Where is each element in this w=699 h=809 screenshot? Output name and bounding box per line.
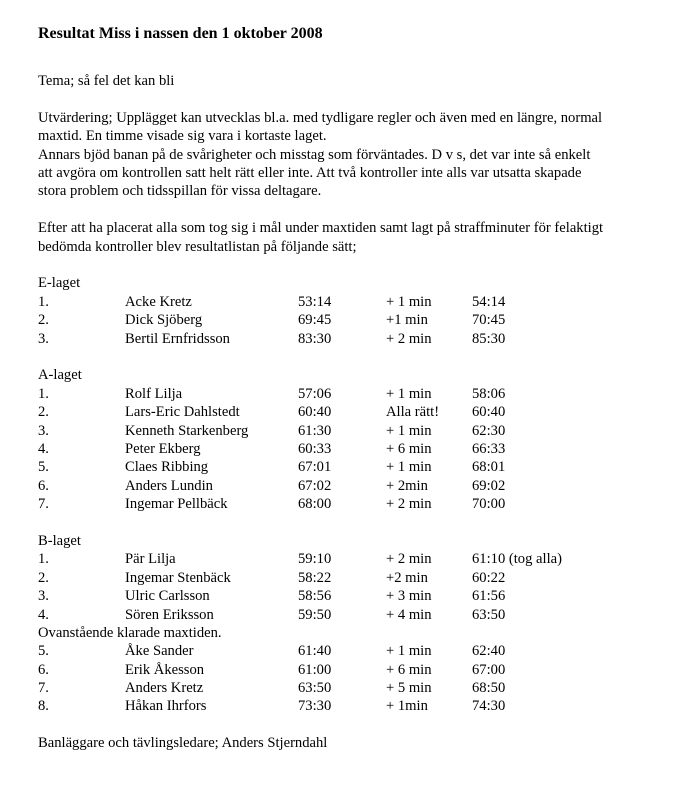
result-row [38,311,668,329]
place: 7. [38,496,49,513]
team-heading: B-laget [38,532,81,549]
participant-name: Ulric Carlsson [125,588,210,605]
result-row [38,477,668,495]
result-row [38,495,668,513]
result-row [38,330,668,348]
total-time: 62:30 [472,422,506,439]
total-time: 61:10 (tog alla) [472,551,562,568]
place: 2. [38,312,49,329]
total-time: 60:22 [472,569,506,586]
total-time: 63:50 [472,606,506,623]
penalty: + 3 min [386,588,432,605]
total-time: 66:33 [472,440,506,457]
place: 3. [38,588,49,605]
run-time: 61:30 [298,422,332,439]
result-row [38,679,668,697]
place: 4. [38,440,49,457]
intro-paragraph [38,219,668,256]
intro-line: Efter att ha placerat alla som tog sig i mål under maxtiden samt lagt på straffminuter för felaktigt [38,220,604,237]
spacer [38,256,668,274]
total-time: 68:01 [472,459,506,476]
results-a-laget [38,366,668,513]
total-time: 70:00 [472,496,506,513]
evaluation-line: maxtid. En timme visade sig vara i kortaste laget. [38,128,327,145]
result-row [38,440,668,458]
evaluation-line: Utvärdering; Upplägget kan utvecklas bl.a. med tydligare regler och även med en längre, normal [38,109,603,126]
spacer [38,90,668,108]
place: 7. [38,680,49,697]
run-time: 59:50 [298,606,332,623]
place: 3. [38,422,49,439]
penalty: + 2 min [386,551,432,568]
place: 6. [38,477,49,494]
run-time: 59:10 [298,551,332,568]
result-row [38,293,668,311]
run-time: 69:45 [298,312,332,329]
result-row [38,422,668,440]
results-e-laget [38,274,668,348]
participant-name: Dick Sjöberg [125,312,203,329]
theme-line: Tema; så fel det kan bli [38,73,175,89]
result-row [38,385,668,403]
intro-line: bedömda kontroller blev resultatlistan på följande sätt; [38,238,357,255]
evaluation-line: stora problem och tidsspillan för vissa deltagare. [38,183,322,200]
run-time: 67:01 [298,459,332,476]
run-time: 53:14 [298,293,332,310]
participant-name: Anders Lundin [125,477,213,494]
penalty: +2 min [386,569,428,586]
place: 2. [38,569,49,586]
team-heading: A-laget [38,367,82,384]
place: 1. [38,551,49,568]
participant-name: Rolf Lilja [125,385,183,402]
penalty: + 6 min [386,440,432,457]
participant-name: Anders Kretz [125,680,204,697]
penalty: + 1min [386,698,428,715]
penalty: + 2 min [386,330,432,347]
penalty: + 1 min [386,385,432,402]
evaluation-line: Annars bjöd banan på de svårigheter och misstag som förväntades. D v s, det var inte så enkelt [38,146,591,163]
document-title: Resultat Miss i nassen den 1 oktober 2008 [38,25,323,42]
run-time: 83:30 [298,330,332,347]
total-time: 85:30 [472,330,506,347]
run-time: 73:30 [298,698,332,715]
result-row [38,403,668,421]
penalty: + 4 min [386,606,432,623]
run-time: 58:56 [298,588,332,605]
participant-name: Åke Sander [125,643,194,660]
result-row [38,587,668,605]
penalty: Alla rätt! [386,404,440,421]
penalty: + 1 min [386,293,432,310]
results-b-laget [38,532,668,716]
result-row [38,642,668,660]
result-row [38,550,668,568]
participant-name: Claes Ribbing [125,459,209,476]
total-time: 60:40 [472,404,506,421]
penalty: + 2min [386,477,428,494]
run-time: 67:02 [298,477,332,494]
penalty: +1 min [386,312,428,329]
team-heading: E-laget [38,275,81,292]
run-time: 68:00 [298,496,332,513]
place: 1. [38,385,49,402]
place: 5. [38,643,49,660]
spacer [38,201,668,219]
run-time: 57:06 [298,385,332,402]
participant-name: Erik Åkesson [125,661,205,678]
total-time: 68:50 [472,680,506,697]
result-row [38,569,668,587]
place: 1. [38,293,49,310]
spacer [38,716,668,734]
place: 6. [38,661,49,678]
run-time: 61:00 [298,661,332,678]
place: 3. [38,330,49,347]
total-time: 58:06 [472,385,506,402]
result-row [38,697,668,715]
participant-name: Kenneth Starkenberg [125,422,249,439]
spacer [38,514,668,532]
result-row [38,661,668,679]
run-time: 63:50 [298,680,332,697]
place: 5. [38,459,49,476]
penalty: + 1 min [386,459,432,476]
evaluation-line: att avgöra om kontrollen satt helt rätt eller inte. Att två kontroller inte alls var utsatta skapade [38,165,582,182]
total-time: 54:14 [472,293,506,310]
run-time: 60:40 [298,404,332,421]
penalty: + 1 min [386,422,432,439]
participant-name: Pär Lilja [125,551,176,568]
total-time: 67:00 [472,661,506,678]
participant-name: Ingemar Stenbäck [125,569,231,586]
participant-name: Ingemar Pellbäck [125,496,228,513]
participant-name: Håkan Ihrfors [125,698,207,715]
maxtime-note: Ovanstående klarade maxtiden. [38,624,222,641]
total-time: 62:40 [472,643,506,660]
total-time: 69:02 [472,477,506,494]
participant-name: Peter Ekberg [125,440,201,457]
total-time: 70:45 [472,312,506,329]
result-row [38,458,668,476]
penalty: + 2 min [386,496,432,513]
penalty: + 1 min [386,643,432,660]
place: 4. [38,606,49,623]
place: 8. [38,698,49,715]
run-time: 60:33 [298,440,332,457]
run-time: 61:40 [298,643,332,660]
result-row [38,606,668,624]
document [38,24,668,753]
spacer [38,348,668,366]
participant-name: Sören Eriksson [125,606,214,623]
participant-name: Acke Kretz [125,293,192,310]
penalty: + 6 min [386,661,432,678]
total-time: 74:30 [472,698,506,715]
evaluation-paragraph [38,109,668,201]
total-time: 61:56 [472,588,506,605]
run-time: 58:22 [298,569,332,586]
place: 2. [38,404,49,421]
participant-name: Bertil Ernfridsson [125,330,230,347]
footer-signature: Banläggare och tävlingsledare; Anders Stjerndahl [38,735,328,752]
participant-name: Lars-Eric Dahlstedt [125,404,240,421]
penalty: + 5 min [386,680,432,697]
